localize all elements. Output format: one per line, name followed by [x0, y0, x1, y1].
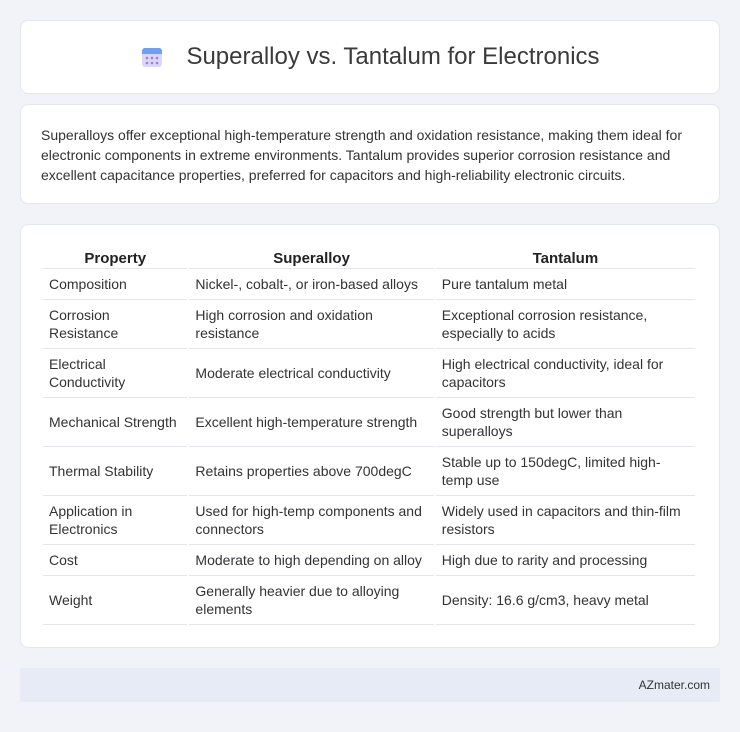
- title-wrap: [140, 43, 599, 71]
- table-row: [43, 545, 695, 576]
- table-header-row: [43, 247, 695, 269]
- tantalum-cell: Density: 16.6 g/cm3, heavy metal: [436, 576, 695, 625]
- comparison-table: [41, 247, 697, 625]
- superalloy-cell: Generally heavier due to alloying elements: [189, 576, 433, 625]
- tantalum-cell: High due to rarity and processing: [436, 545, 695, 576]
- tantalum-cell: Pure tantalum metal: [436, 269, 695, 300]
- column-header-property: Property: [43, 247, 187, 269]
- tantalum-cell: High electrical conductivity, ideal for capacitors: [436, 349, 695, 398]
- property-cell: Electrical Conductivity: [43, 349, 187, 398]
- tantalum-cell: Exceptional corrosion resistance, especially to acids: [436, 300, 695, 349]
- property-cell: Composition: [43, 269, 187, 300]
- table-row: [43, 300, 695, 349]
- superalloy-cell: Moderate to high depending on alloy: [189, 545, 433, 576]
- tantalum-cell: Stable up to 150degC, limited high-temp use: [436, 447, 695, 496]
- property-cell: Weight: [43, 576, 187, 625]
- table-row: [43, 398, 695, 447]
- table-row: [43, 269, 695, 300]
- property-cell: Application in Electronics: [43, 496, 187, 545]
- tantalum-cell: Good strength but lower than superalloys: [436, 398, 695, 447]
- column-header-tantalum: Tantalum: [436, 247, 695, 269]
- superalloy-cell: Nickel-, cobalt-, or iron-based alloys: [189, 269, 433, 300]
- superalloy-cell: Used for high-temp components and connectors: [189, 496, 433, 545]
- superalloy-cell: Retains properties above 700degC: [189, 447, 433, 496]
- calendar-icon: [140, 45, 164, 69]
- comparison-table-card: [20, 224, 720, 648]
- intro-card: [20, 104, 720, 204]
- superalloy-cell: High corrosion and oxidation resistance: [189, 300, 433, 349]
- property-cell: Corrosion Resistance: [43, 300, 187, 349]
- superalloy-cell: Excellent high-temperature strength: [189, 398, 433, 447]
- title-card: [20, 20, 720, 94]
- page-title: Superalloy vs. Tantalum for Electronics: [186, 43, 600, 70]
- table-row: [43, 349, 695, 398]
- property-cell: Mechanical Strength: [43, 398, 187, 447]
- table-row: [43, 447, 695, 496]
- table-row: [43, 576, 695, 625]
- tantalum-cell: Widely used in capacitors and thin-film resistors: [436, 496, 695, 545]
- column-header-superalloy: Superalloy: [189, 247, 433, 269]
- intro-paragraph: Superalloys offer exceptional high-temperature strength and oxidation resistance, making them ideal for electronic components in extreme environments. Tantalum provides superior corrosion resistance and excellent capacitance properties, preferred for capacitors and high-reliability electronic circuits.: [41, 127, 682, 183]
- footer: [20, 668, 720, 702]
- property-cell: Cost: [43, 545, 187, 576]
- table-row: [43, 496, 695, 545]
- superalloy-cell: Moderate electrical conductivity: [189, 349, 433, 398]
- property-cell: Thermal Stability: [43, 447, 187, 496]
- footer-site-link[interactable]: AZmater.com: [638, 678, 710, 692]
